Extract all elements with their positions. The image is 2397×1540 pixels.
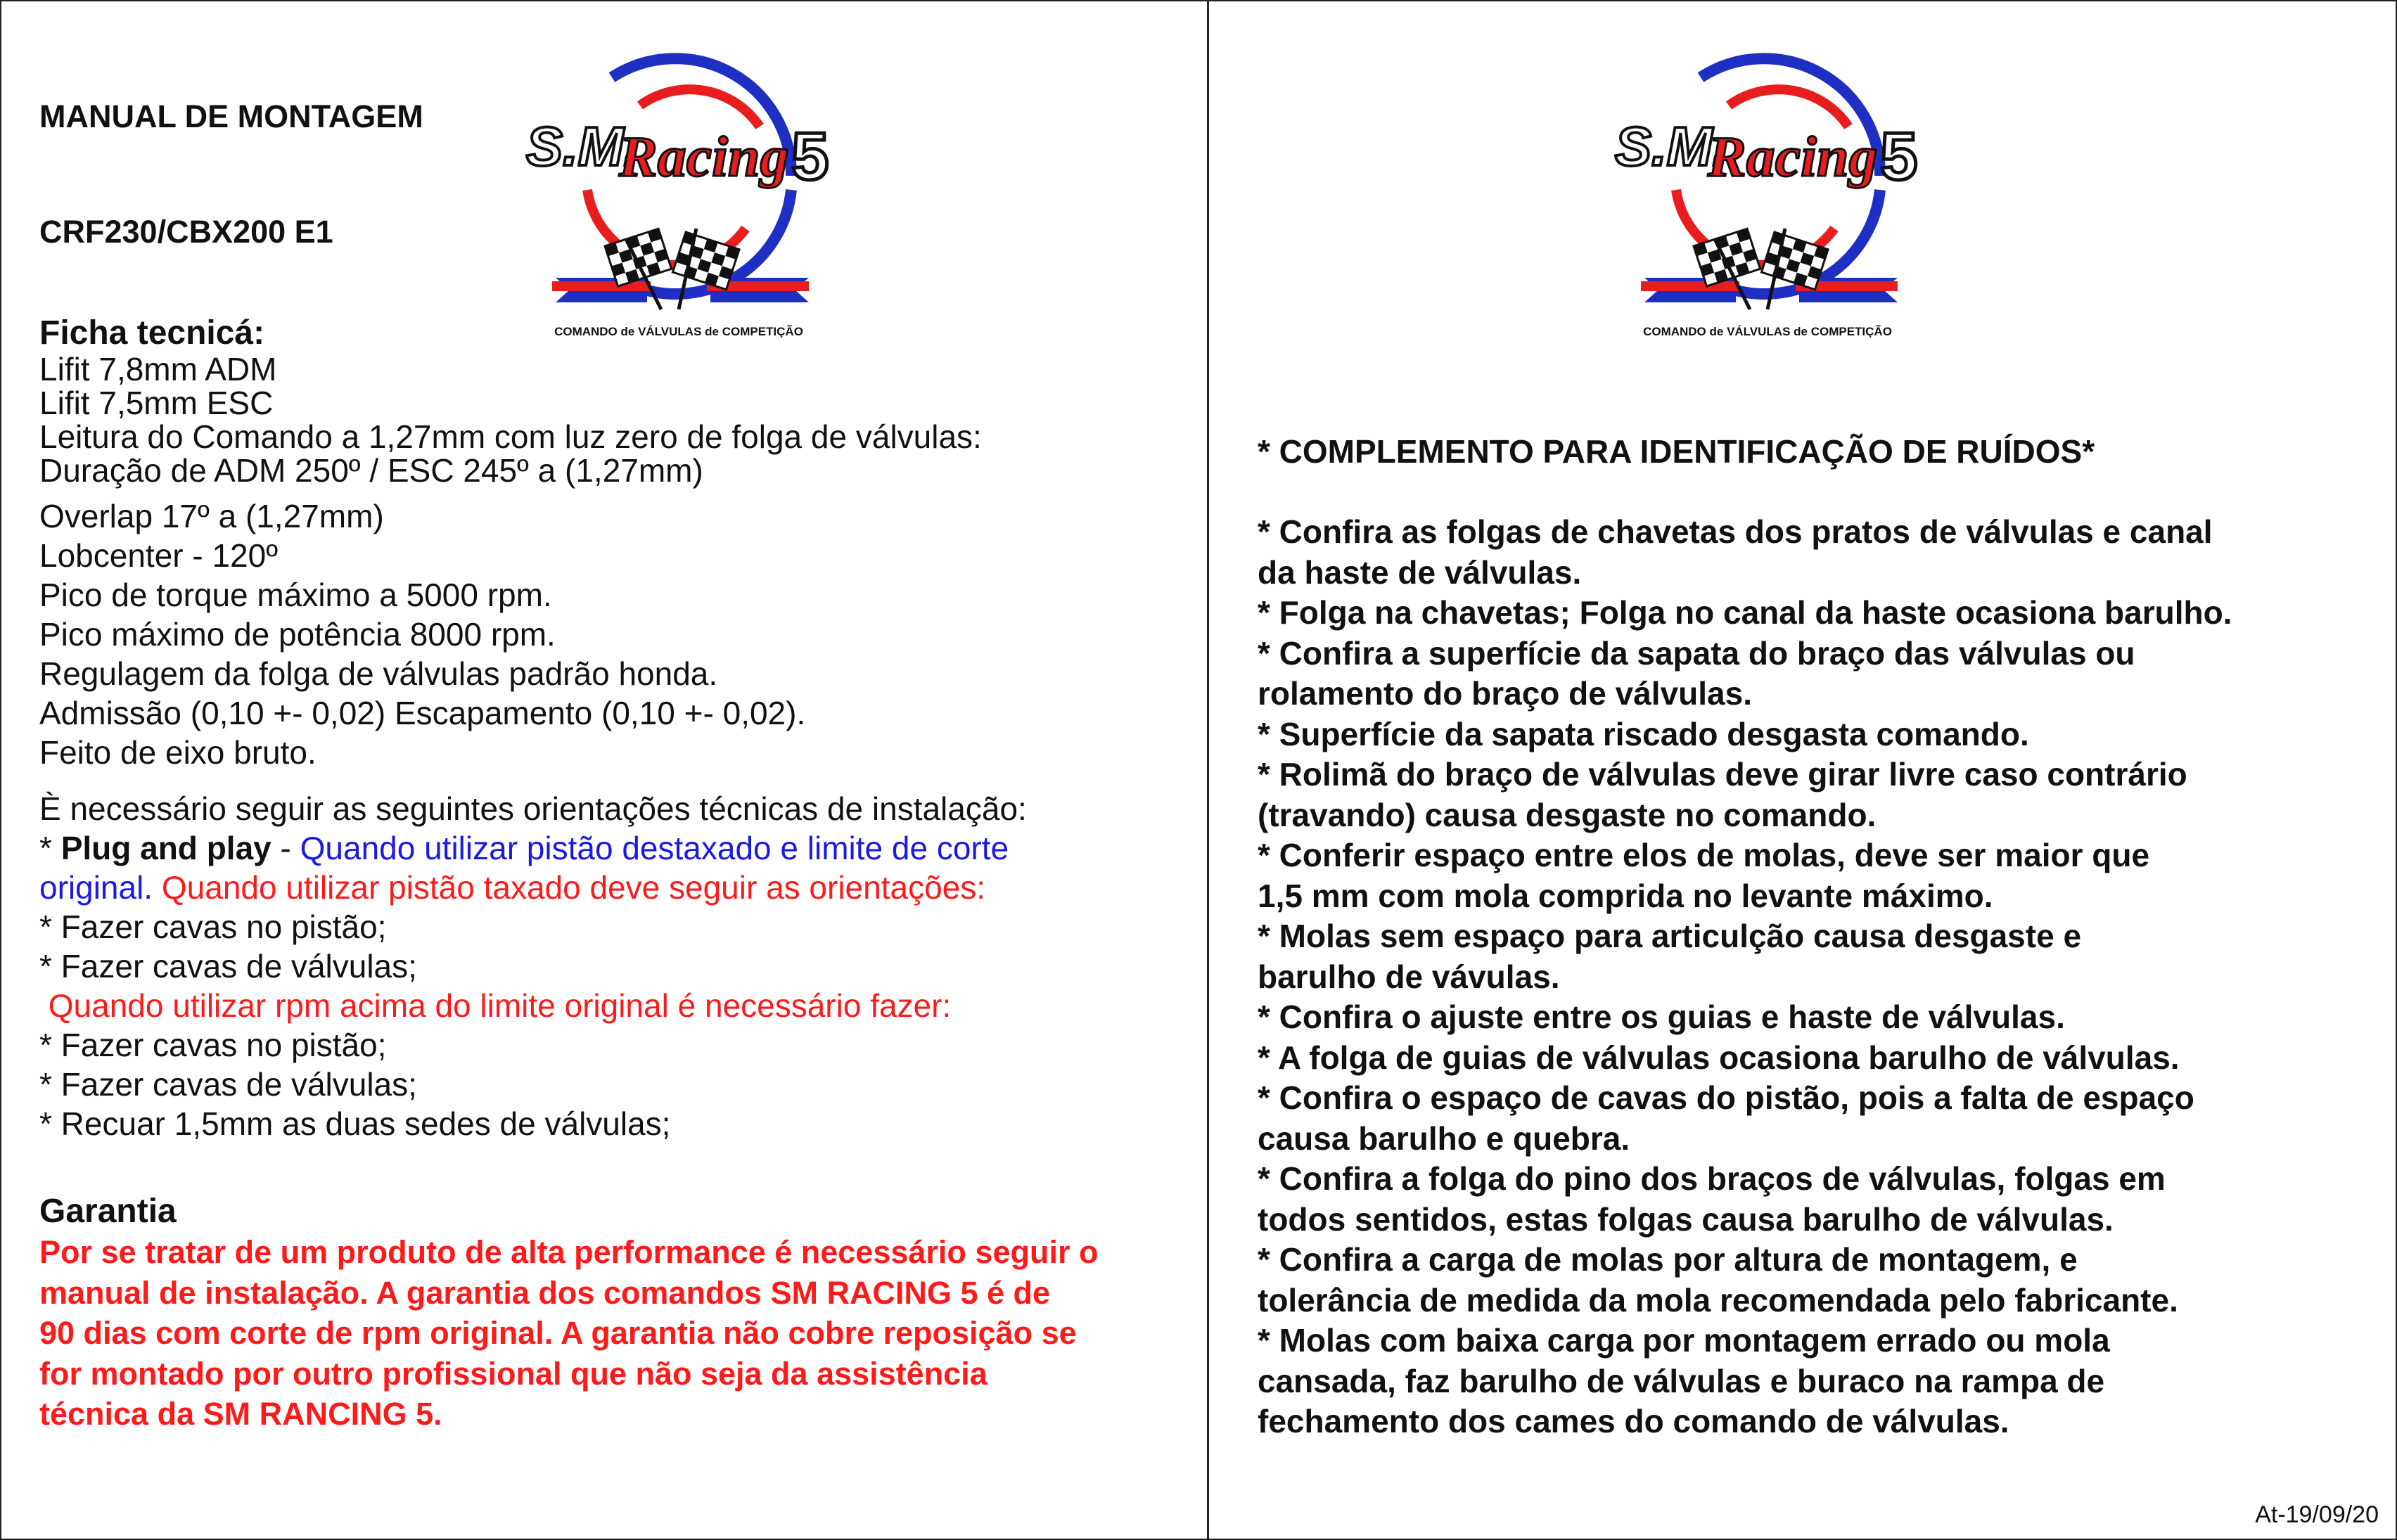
checklist-line: * Rolimã do braço de válvulas deve girar livre caso contrário	[1258, 756, 2187, 793]
spec-lines-bottom	[39, 496, 805, 772]
warranty-heading: Garantia	[39, 1193, 177, 1230]
spec-section	[39, 314, 982, 487]
logo-racing: Racing	[1708, 124, 1878, 188]
warranty-line: 90 dias com corte de rpm original. A garantia não cobre reposição se	[39, 1315, 1077, 1351]
checklist-line: * Molas com baixa carga por montagem errado ou mola	[1258, 1322, 2110, 1359]
checklist-line: cansada, faz barulho de válvulas e buraco na rampa de	[1258, 1362, 2105, 1399]
checklist-line: * Molas sem espaço para articulção causa desgaste e	[1258, 918, 2082, 954]
logo-sm: S.M.	[526, 115, 639, 177]
checklist-line: (travando) causa desgaste no comando.	[1258, 796, 1877, 833]
plug-red-text: Quando utilizar pistão taxado deve seguir as orientações:	[153, 869, 986, 906]
spec-line: Pico de torque máximo a 5000 rpm.	[39, 577, 552, 613]
spec-line: Overlap 17º a (1,27mm)	[39, 498, 384, 534]
logo-sm: S.M.	[1615, 115, 1728, 177]
step-item: * Fazer cavas de válvulas;	[39, 948, 417, 984]
spec-line: Feito de eixo bruto.	[39, 734, 317, 771]
spec-line: Pico máximo de potência 8000 rpm.	[39, 616, 556, 653]
warranty-line: for montado por outro profissional que não seja da assistência	[39, 1355, 987, 1392]
logo-number: 5	[791, 119, 829, 194]
panel-divider	[1207, 0, 1209, 1540]
step-item: * Fazer cavas no pistão;	[39, 1027, 387, 1063]
checklist-line: causa barulho e quebra.	[1258, 1119, 1630, 1157]
spec-line: Regulagem da folga de válvulas padrão honda.	[39, 655, 718, 692]
warranty-text	[39, 1232, 1098, 1435]
step-item: * Fazer cavas no pistão;	[39, 909, 387, 945]
step-item: * Recuar 1,5mm as duas sedes de válvulas;	[39, 1105, 671, 1142]
checklist-line: * Superfície da sapata riscado desgasta comando.	[1258, 715, 2029, 752]
logo-racing: Racing	[619, 124, 789, 188]
checklist-line: * Confira o ajuste entre os guias e haste de válvulas.	[1258, 999, 2065, 1035]
noise-checklist	[1258, 512, 2232, 1442]
checklist-line: * Confira as folgas de chavetas dos pratos de válvulas e canal	[1258, 513, 2213, 550]
spec-lines-top	[39, 352, 982, 487]
spec-line: Lifit 7,8mm ADM	[39, 351, 277, 387]
checklist-line: da haste de válvulas.	[1258, 553, 1582, 591]
revision-date: At-19/09/20	[2255, 1501, 2379, 1528]
checklist-line: barulho de vávulas.	[1258, 958, 1560, 995]
manual-title: MANUAL DE MONTAGEM	[39, 98, 423, 134]
noise-heading: * COMPLEMENTO PARA IDENTIFICAÇÃO DE RUÍDOS*	[1258, 433, 2095, 470]
install-intro: È necessário seguir as seguintes orientações técnicas de instalação:	[39, 790, 1027, 827]
spec-line: Leitura do Comando a 1,27mm com luz zero de folga de válvulas:	[39, 418, 982, 455]
plug-and-play-line-2	[39, 868, 1027, 907]
model-name: CRF230/CBX200 E1	[39, 214, 333, 250]
logo-number: 5	[1880, 119, 1918, 194]
checklist-line: * Confira o espaço de cavas do pistão, pois a falta de espaço	[1258, 1079, 2194, 1116]
plug-blue-text-2: original.	[39, 869, 153, 906]
plug-label: Plug and play	[60, 830, 271, 866]
checklist-line: rolamento do braço de válvulas.	[1258, 675, 1752, 712]
logo-tagline: COMANDO de VÁLVULAS de COMPETIÇÃO	[554, 325, 803, 338]
checklist-line: fechamento dos cames do comando de válvulas.	[1258, 1403, 2009, 1439]
rpm-note: Quando utilizar rpm acima do limite original é necessário fazer:	[39, 987, 952, 1024]
warranty-line: Por se tratar de um produto de alta performance é necessário seguir o	[39, 1234, 1099, 1270]
spec-line: Duração de ADM 250º / ESC 245º a (1,27mm)	[39, 452, 703, 489]
spec-heading: Ficha tecnicá:	[39, 314, 265, 352]
brand-logo-graphic	[1602, 28, 1933, 338]
spec-line: Admissão (0,10 +- 0,02) Escapamento (0,10 +- 0,02).	[39, 695, 806, 731]
logo-tagline: COMANDO de VÁLVULAS de COMPETIÇÃO	[1643, 325, 1892, 338]
plug-prefix: *	[39, 830, 61, 866]
plug-and-play-line	[39, 828, 1027, 868]
brand-logo-graphic	[513, 28, 844, 338]
brand-logo	[513, 28, 844, 338]
spec-line: Lifit 7,5mm ESC	[39, 385, 274, 421]
checklist-line: tolerância de medida da mola recomendada pelo fabricante.	[1258, 1281, 2178, 1318]
plug-dash: -	[271, 830, 300, 866]
checklist-line: * Confira a superfície da sapata do braço das válvulas ou	[1258, 634, 2135, 672]
brand-logo-right	[1602, 28, 1933, 338]
warranty-line: técnica da SM RANCING 5.	[39, 1396, 442, 1432]
warranty-section	[39, 1191, 1098, 1435]
plug-blue-text: Quando utilizar pistão destaxado e limite de corte	[300, 830, 1009, 866]
warranty-line: manual de instalação. A garantia dos comandos SM RACING 5 é de	[39, 1274, 1051, 1311]
checklist-line: 1,5 mm com mola comprida no levante máximo.	[1258, 877, 1993, 914]
step-item: * Fazer cavas de válvulas;	[39, 1066, 417, 1103]
checklist-line: * Confira a carga de molas por altura de montagem, e	[1258, 1241, 2078, 1278]
checklist-line: todos sentidos, estas folgas causa barulho de válvulas.	[1258, 1200, 2114, 1238]
checklist-line: * Folga na chavetas; Folga no canal da haste ocasiona barulho.	[1258, 594, 2232, 631]
checklist-line: * Conferir espaço entre elos de molas, deve ser maior que	[1258, 837, 2150, 873]
checklist-line: * A folga de guias de válvulas ocasiona barulho de válvulas.	[1258, 1039, 2180, 1076]
spec-line: Lobcenter - 120º	[39, 537, 279, 574]
installation-section	[39, 789, 1027, 1143]
checklist-line: * Confira a folga do pino dos braços de válvulas, folgas em	[1258, 1160, 2166, 1197]
